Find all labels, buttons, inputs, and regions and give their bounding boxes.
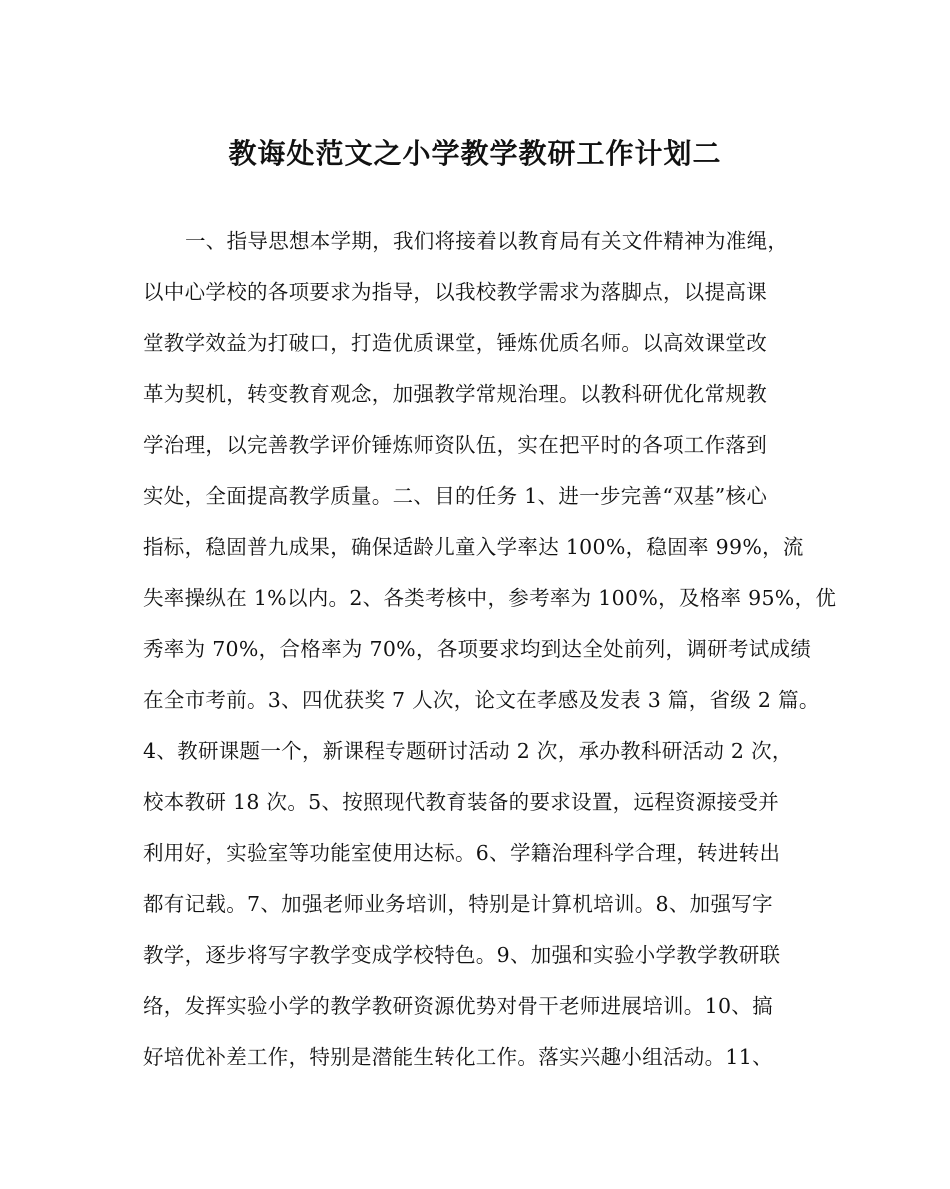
body-line: 一、指导思想本学期，我们将接着以教育局有关文件精神为准绳， bbox=[185, 229, 789, 253]
body-line: 失率操纵在 1%以内。2、各类考核中，参考率为 100%，及格率 95%，优 bbox=[143, 586, 837, 610]
body-line: 革为契机，转变教育观念，加强教学常规治理。以教科研优化常规教 bbox=[143, 382, 767, 406]
body-line: 实处，全面提高教学质量。二、目的任务 1、进一步完善“双基”核心 bbox=[143, 484, 768, 508]
body-line: 4、教研课题一个，新课程专题研讨活动 2 次，承办教科研活动 2 次， bbox=[143, 739, 793, 763]
document-body bbox=[143, 221, 837, 1088]
body-line: 校本教研 18 次。5、按照现代教育装备的要求设置，远程资源接受并 bbox=[143, 790, 780, 814]
body-line: 利用好，实验室等功能室使用达标。6、学籍治理科学合理，转进转出 bbox=[143, 841, 781, 865]
body-line: 学治理，以完善教学评价锤炼师资队伍，实在把平时的各项工作落到 bbox=[143, 433, 767, 457]
document-title: 教诲处范文之小学教学教研工作计划二 bbox=[228, 137, 722, 170]
body-line: 堂教学效益为打破口，打造优质课堂，锤炼优质名师。以高效课堂改 bbox=[143, 331, 767, 355]
body-line: 都有记载。7、加强老师业务培训，特别是计算机培训。8、加强写字 bbox=[143, 892, 773, 916]
body-line: 在全市考前。3、四优获奖 7 人次，论文在孝感及发表 3 篇，省级 2 篇。 bbox=[143, 688, 820, 712]
body-line: 络，发挥实验小学的教学教研资源优势对骨干老师进展培训。10、搞 bbox=[143, 994, 773, 1018]
body-line: 好培优补差工作，特别是潜能生转化工作。落实兴趣小组活动。11、 bbox=[143, 1045, 773, 1069]
body-line: 教学，逐步将写字教学变成学校特色。9、加强和实验小学教学教研联 bbox=[143, 943, 781, 967]
body-line: 以中心学校的各项要求为指导，以我校教学需求为落脚点，以提高课 bbox=[143, 280, 767, 304]
body-line: 指标，稳固普九成果，确保适龄儿童入学率达 100%，稳固率 99%，流 bbox=[143, 535, 804, 559]
body-line: 秀率为 70%，合格率为 70%，各项要求均到达全处前列，调研考试成绩 bbox=[143, 637, 812, 661]
